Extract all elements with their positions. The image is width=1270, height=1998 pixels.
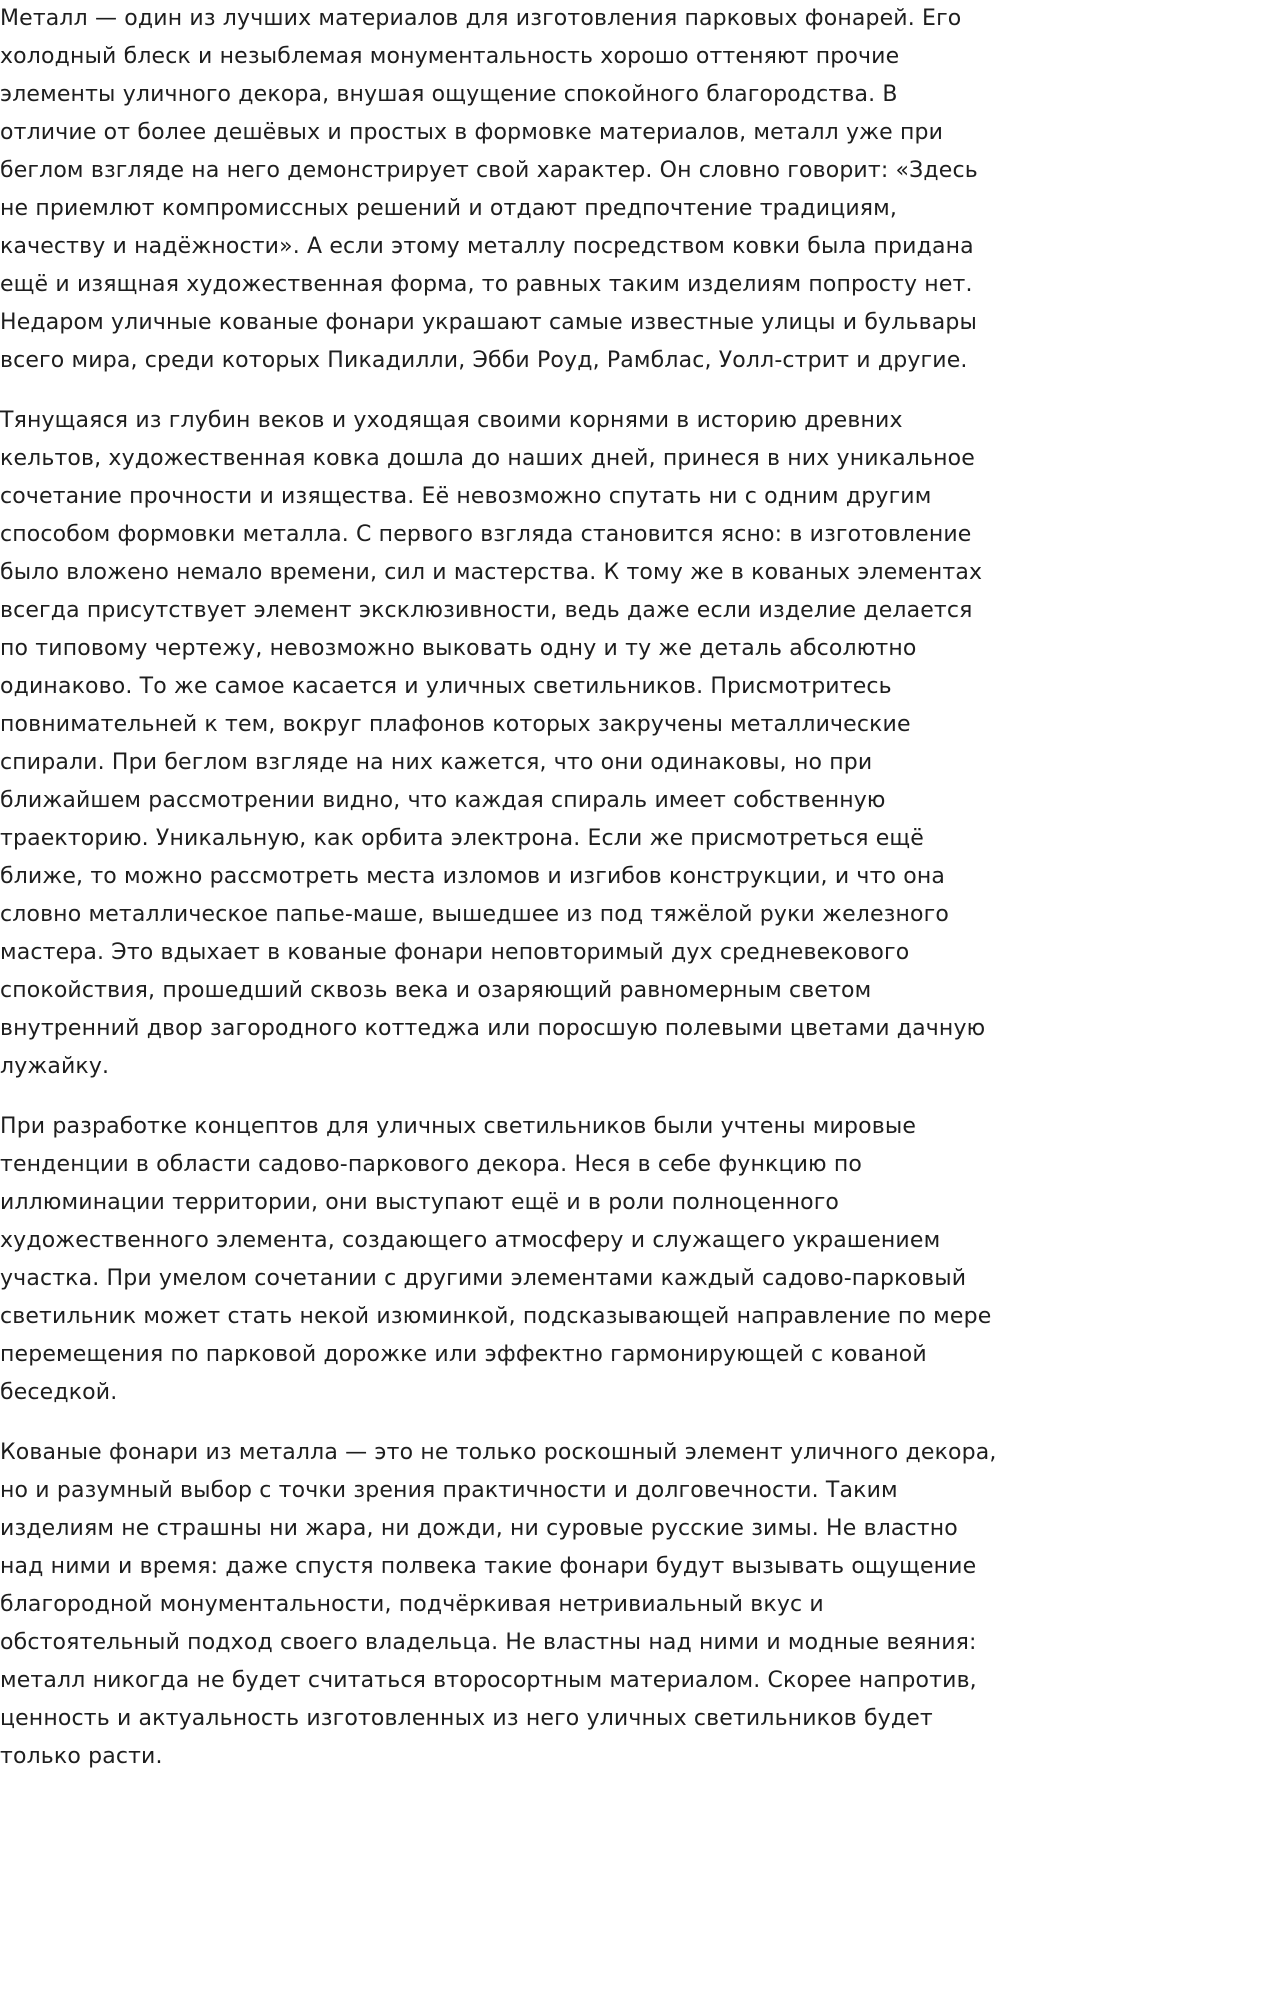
article-paragraph-4: Кованые фонари из металла — это не только роскошный элемент уличного декора, но и разумный выбор с точки зрения практичности и долговечности. Таким изделиям не страшны ни жара, ни дожди, ни суровые русские зимы. Не властно над ними и время: даже спустя полвека такие фонари будут вызывать ощущение благородной монументальности, подчёркивая нетривиальный вкус и обстоятельный подход своего владельца. Не властны над ними и модные веяния: металл никогда не будет считаться второсортным материалом. Скорее напротив, ценность и актуальность изготовленных из него уличных светильников будет только расти. xyxy=(0,1440,997,1769)
article-paragraph-3: При разработке концептов для уличных светильников были учтены мировые тенденции в области садово-паркового декора. Неся в себе функцию по иллюминации территории, они выступают ещё и в роли полноценного художественного элемента, создающего атмосферу и служащего украшением участка. При умелом сочетании с другими элементами каждый садово-парковый светильник может стать некой изюминкой, подсказывающей направление по мере перемещения по парковой дорожке или эффектно гармонирующей с кованой беседкой. xyxy=(0,1114,992,1405)
article-paragraph-1: Металл — один из лучших материалов для изготовления парковых фонарей. Его холодный блеск и незыблемая монументальность хорошо оттеняют прочие элементы уличного декора, внушая ощущение спокойного благородства. В отличие от более дешёвых и простых в формовке материалов, металл уже при беглом взгляде на него демонстрирует свой характер. Он словно говорит: «Здесь не приемлют компромиссных решений и отдают предпочтение традициям, качеству и надёжности». А если этому металлу посредством ковки была придана ещё и изящная художественная форма, то равных таким изделиям попросту нет. Недаром уличные кованые фонари украшают самые известные улицы и бульвары всего мира, среди которых Пикадилли, Эбби Роуд, Рамблас, Уолл-стрит и другие. xyxy=(0,6,978,373)
article-paragraph-2: Тянущаяся из глубин веков и уходящая своими корнями в историю древних кельтов, художественная ковка дошла до наших дней, принеся в них уникальное сочетание прочности и изящества. Её невозможно спутать ни с одним другим способом формовки металла. С первого взгляда становится ясно: в изготовление было вложено немало времени, сил и мастерства. К тому же в кованых элементах всегда присутствует элемент эксклюзивности, ведь даже если изделие делается по типовому чертежу, невозможно выковать одну и ту же деталь абсолютно одинаково. То же самое касается и уличных светильников. Присмотритесь повнимательней к тем, вокруг плафонов которых закручены металлические спирали. При беглом взгляде на них кажется, что они одинаковы, но при ближайшем рассмотрении видно, что каждая спираль имеет собственную траекторию. Уникальную, как орбита электрона. Если же присмотреться ещё ближе, то можно рассмотреть места изломов и изгибов конструкции, и что она словно металлическое папье-маше, вышедшее из под тяжёлой руки железного мастера. Это вдыхает в кованые фонари неповторимый дух средневекового спокойствия, прошедший сквозь века и озаряющий равномерным светом внутренний двор загородного коттеджа или поросшую полевыми цветами дачную лужайку. xyxy=(0,408,986,1079)
